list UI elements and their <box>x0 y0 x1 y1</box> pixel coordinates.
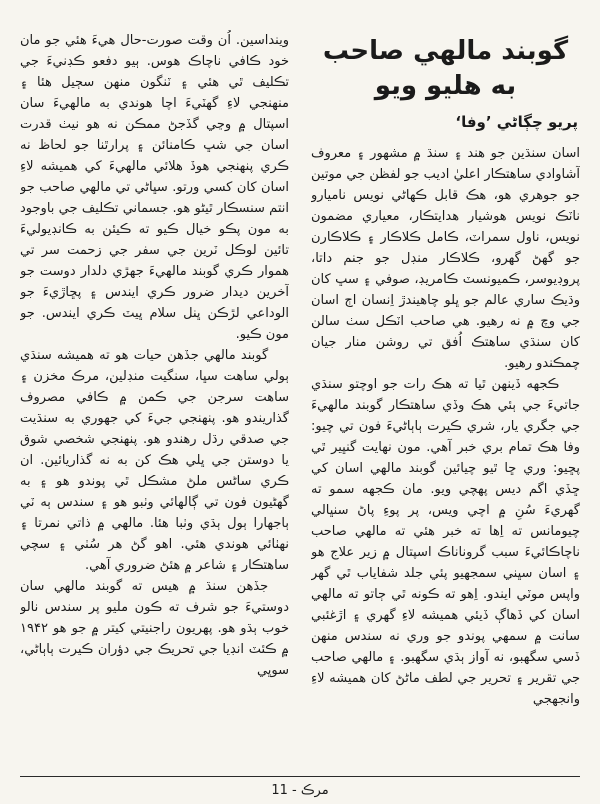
body-paragraph: ڪجهه ڏينهن ٿيا ته هڪ رات جو اوچتو سنڌي جاتيءَ جي ٻئي هڪ وڏي ساهتڪار گوبند مالهيءَ جي جگري يار، شري ڪيرت ٻاٻاڻيءَ فون تي چيو: وفا هڪ تمام بري خبر آهي. مون نهايت گنڀير ٿي پڇيو: وري ڇا ٿيو چيائين گوبند مالهي اسان کي ڇڏي اگم ديس پهچي ويو. مان ڪجهه سمو ته گهريءَ سُنِ ۾ اچي ويس، پر پوءِ پاڻ سنڀالي چيومانس ته اِها ته خبر هئي ته مالهي صاحب ناچاڪائيءَ سبب گروناناڪ اسپتال ۾ زير علاج هو ۽ اسان سڀني سمجهيو پئي جلد شفاياب ٿي گهر واپس موٽي ايندو. اِهو ته ڪونه ٿي ڄاتو ته مالهي اسان کي ڏهاڳ ڏيئي هميشه لاءِ گهري ۽ اڙغئبي سانت ۾ سمهي پوندو جو وري نه سندس منهن ڏسي سگهبو، نه آواز ٻڌي سگهبو. ۽ مالهي صاحب جي تقرير ۽ تحرير جي لطف ماڻڻ کان هميشه لاءِ وانجهجي <box>311 377 580 708</box>
page-number: مرڪ - 11 <box>271 783 329 798</box>
article-byline: پريو چڳاڻي ’وفا‘ <box>455 113 578 132</box>
body-paragraph: وينداسين. اُن وقت صورت-حال هيءَ هئي جو مان خود ڪافي ناچاڪ هوس. ٻيو دفعو ڪڊنيءَ جي تڪليف ٿي هئي ۽ ٽنگون منهن سڄيل هئا ۽ منهنجي لاءِ گهٽيءَ اچا هوندي به مالهيءَ سان اسپتال ۾ وڃي گڏجڻ ممڪن نه هو نيٺ قدرت اسان جي شڀ ڪامنائن ۽ پرارٿنا جو لحاظ نه ڪري پنهنجي هوڏ هلائي مالهيءَ کي هميشه لاءِ اسان کان کسي ورتو. سڀاڻي تي مالهي صاحب جو انتم سنسڪار ٿيڻو هو. جسماني تڪليف جي باوجود به مون پڪو خيال ڪيو ته ڪيئن به ڪانڊيوليءَ تائين لوڪل ٽرين جي سفر جي زحمت سر تي هموار ڪري گوبند مالهيءَ جهڙي دلدار دوست جو آخرين ديدار ضرور ڪري ايندس ۽ پڇاڙيءَ جو الوداعي لڙڪن ڀنل سلام ڀيٽ ڪري ايندس. جو مون ڪيو. <box>20 33 289 342</box>
article-title-line1: گوبند مالهي صاحب <box>322 36 569 66</box>
page-footer <box>20 776 580 798</box>
body-paragraph: گوبند مالهي جڏهن حيات هو ته هميشه سنڌي ٻولي ساهت سڀا، سنگيت منڊلين، مرڪ مخزن ۽ ساهت سرجن جي ڪمن ۾ ڪافي مصروف گذاريندو هو. پنهنجي جيءَ کي جهوري به سنڌيت جي صدقي رڌل رهندو هو. پنهنجي شخصي شوق يا دوستن جي ڀلي هڪ کن به نه گذاريائين. ان ڪري ساڻس ملڻ مشڪل ٿي پوندو هو ۽ به گهڻيون فون تي ڳالهائي وٺبو هو ۽ سندس ٻه ٽي ٻاجهارا ٻول ٻڌي وٺبا هئا. مالهي ۾ ذاتي نمرتا ۽ نهٺائي هوندي هئي. اهو گڻ هر سُٺي ۽ سچي ساهتڪار ۽ شاعر ۾ هئڻ ضروري آهي. <box>20 348 289 573</box>
two-column-layout <box>20 30 580 772</box>
body-paragraph: جڏهن سنڌ ۾ هيس ته گوبند مالهي سان دوستيءَ جو شرف ته ڪون مليو پر سندس نالو خوب ٻڌو هو. پهريون راجنيتي کيتر ۾ جو هو ۱۹۴۲ ۾ ڪئٽ انڊيا جي تحريڪ جي دؤران ڪيرت ٻاٻاڻي، سوڀي <box>20 579 289 678</box>
body-paragraph: اسان سنڌين جو هند ۽ سنڌ ۾ مشهور ۽ معروف آشاوادي ساهتڪار اعليٰ اديب جو لفظن جي موتين جو جوهري هو، هڪ قابل ڪهاڻي نويس ناميارو ناٽڪ نويس هوشيار هدايتڪار، معياري مضمون نويس، ناول سمراٽ، ڪامل ڪلاڪار ۽ ڪلاڪارن جو گهڻ گهرو، ڪلاڪار منڊل جو جنم داتا، پروڊيوسر، ڪميونسٽ ڪامريڊ، صوفي ۽ سڀ کان وڌيڪ ساري عالم جو ڀلو چاهيندڙ اِنسان اڄ اسان جي وچ ۾ نه رهيو. هي صاحب اٽڪل سٺ سالن کان سنڌي ساهتڪ اُفق تي روشن منار جيان چمڪندو رهيو. <box>311 146 580 372</box>
article-title <box>311 34 580 104</box>
article-title-line2: به هليو ويو <box>374 71 517 102</box>
article-lead-column <box>311 30 580 772</box>
article-continuation-column <box>20 30 289 772</box>
